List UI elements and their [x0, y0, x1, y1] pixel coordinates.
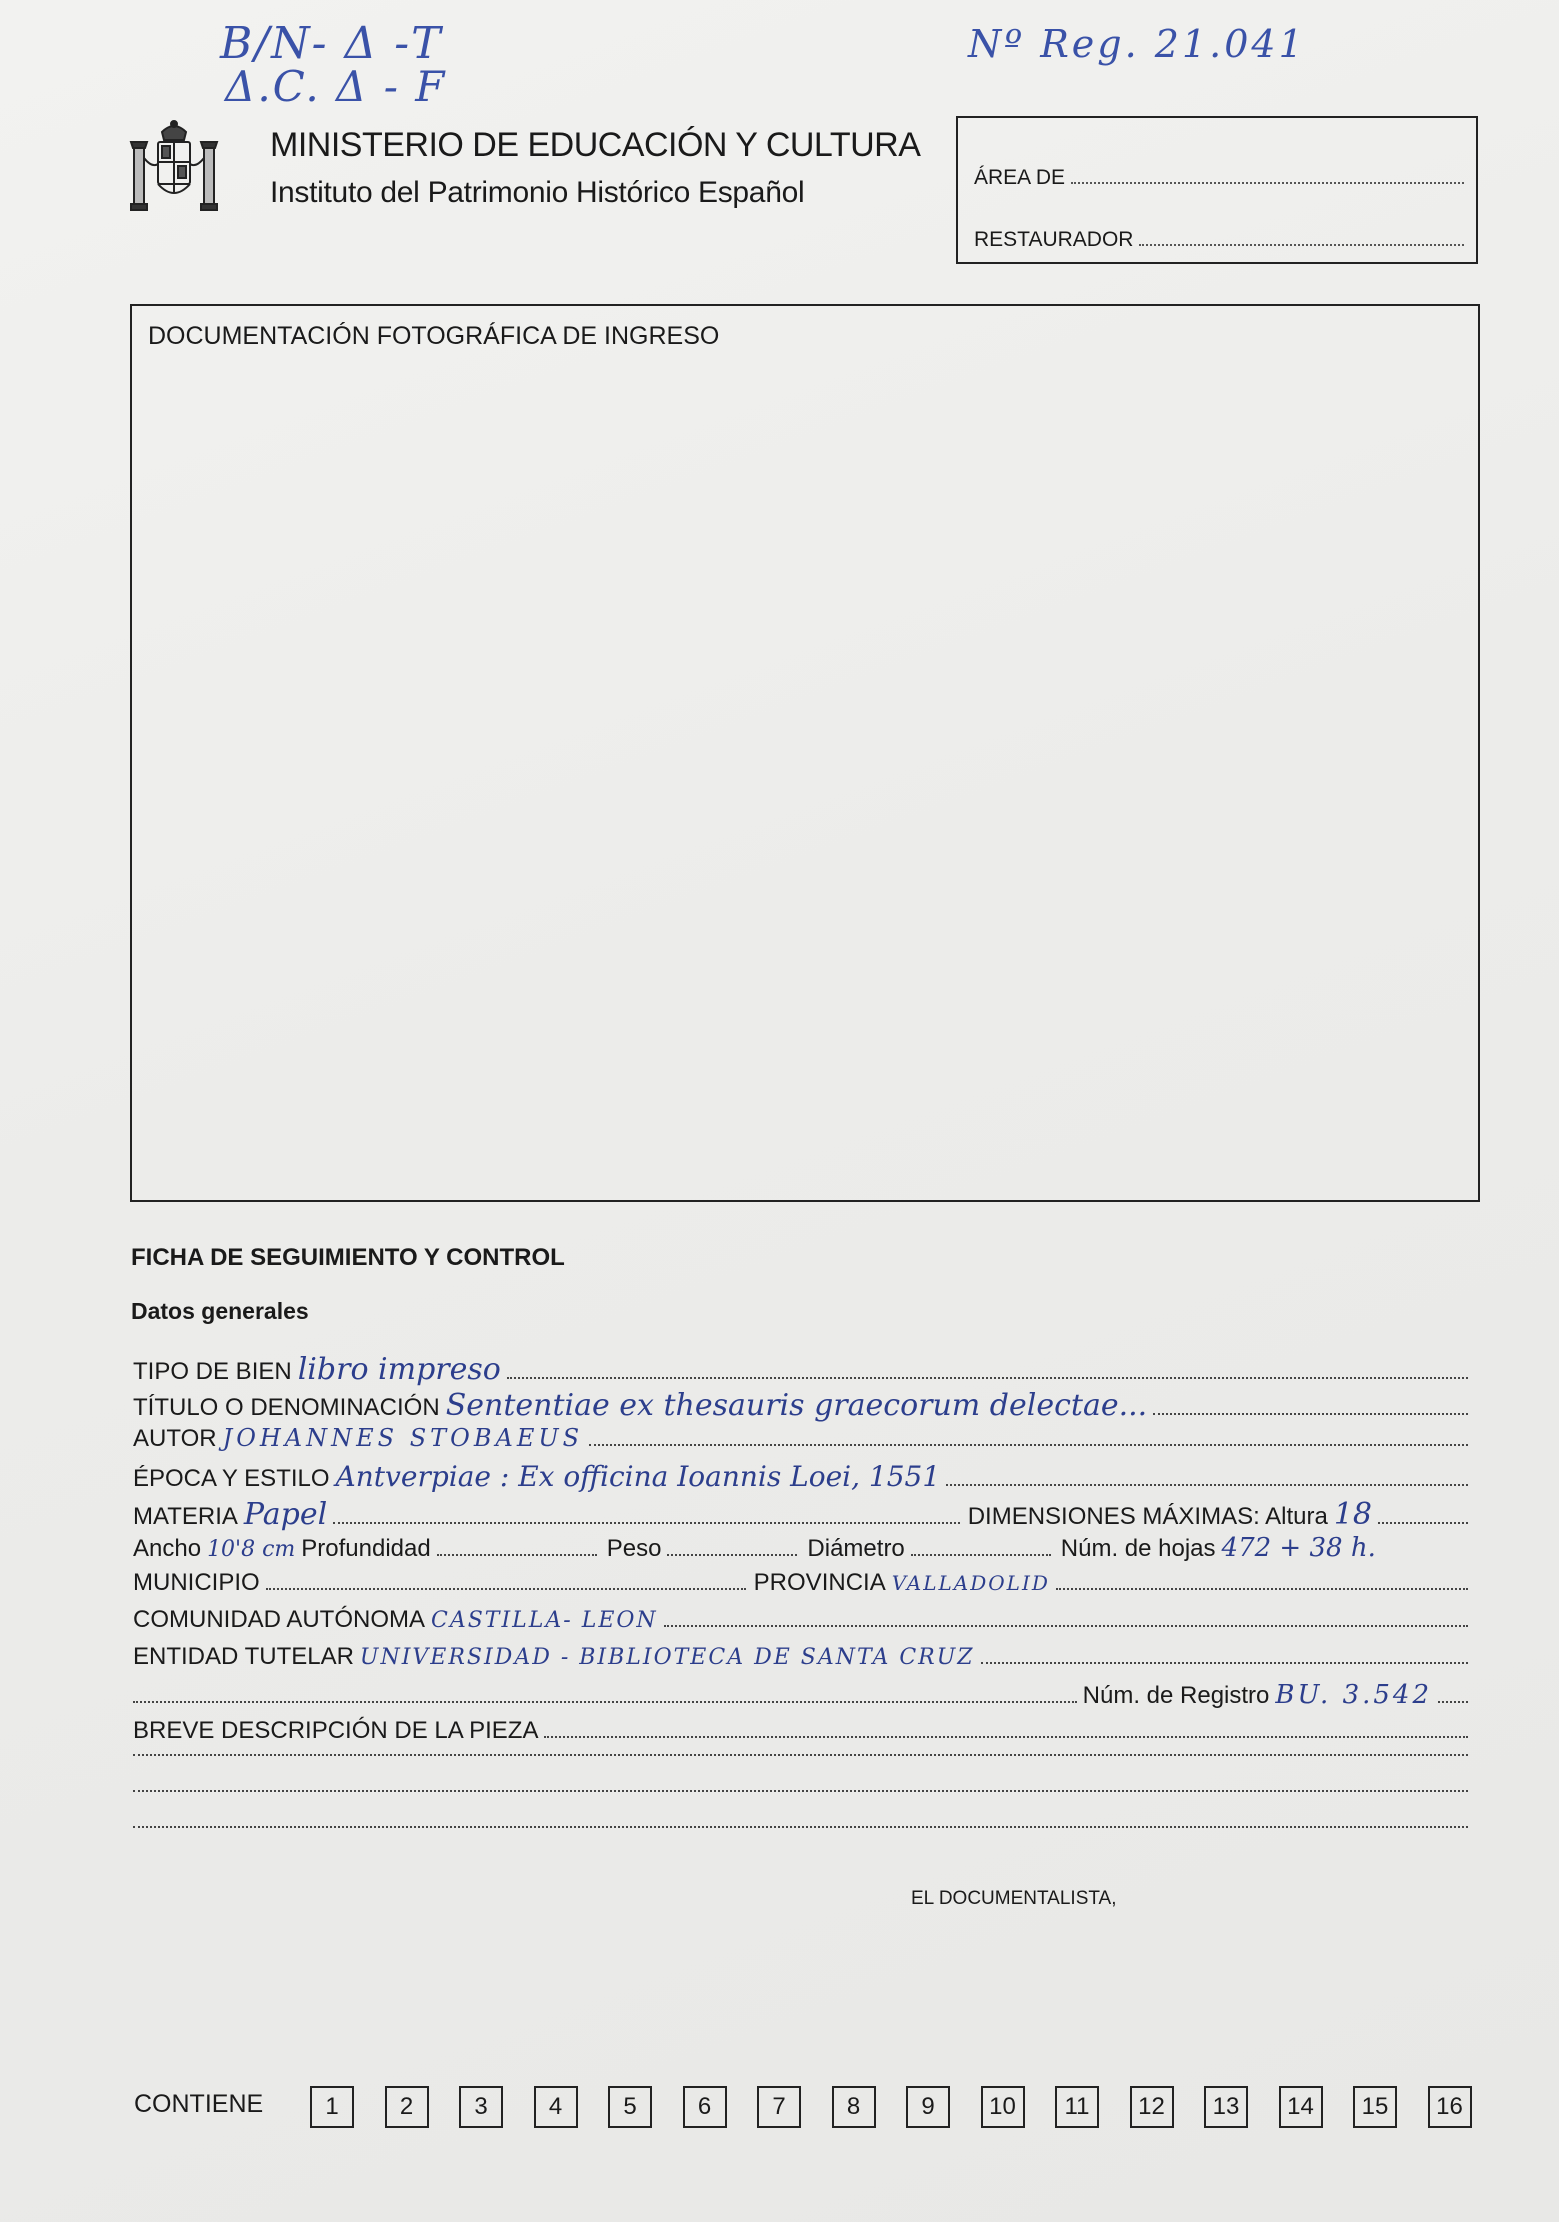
datos-generales-heading: Datos generales: [131, 1298, 309, 1324]
dotted-line: [946, 1484, 1468, 1486]
tipo-de-bien-value[interactable]: libro impreso: [297, 1352, 501, 1387]
profundidad-input-line[interactable]: [437, 1554, 597, 1556]
epoca-value[interactable]: Antverpiae : Ex officina Ioannis Loei, 1551: [335, 1460, 941, 1493]
titulo-value[interactable]: Sententiae ex thesauris graecorum delectae...: [445, 1388, 1148, 1423]
descripcion-line-2[interactable]: [133, 1754, 1468, 1760]
autor-row: [133, 1424, 1468, 1453]
diametro-input-line[interactable]: [911, 1554, 1051, 1556]
documentalista-signature-label: EL DOCUMENTALISTA,: [911, 1888, 1117, 1909]
titulo-label: TÍTULO O DENOMINACIÓN: [133, 1394, 440, 1421]
comunidad-value[interactable]: CASTILLA- LEON: [431, 1608, 658, 1633]
municipio-label: MUNICIPIO: [133, 1569, 260, 1596]
photo-section-title: DOCUMENTACIÓN FOTOGRÁFICA DE INGRESO: [148, 322, 720, 350]
descripcion-row: [133, 1717, 1468, 1745]
comunidad-label: COMUNIDAD AUTÓNOMA: [133, 1606, 426, 1633]
diametro-label: Diámetro: [807, 1535, 905, 1562]
municipio-row: [133, 1569, 1468, 1597]
contiene-box-9[interactable]: 9: [906, 2086, 950, 2128]
handwritten-code-line2: Δ.C. Δ - F: [225, 62, 447, 111]
dotted-line: [507, 1377, 1468, 1379]
comunidad-row: [133, 1606, 1468, 1634]
entidad-value[interactable]: UNIVERSIDAD - BIBLIOTECA DE SANTA CRUZ: [359, 1645, 975, 1670]
area-label: ÁREA DE: [974, 166, 1066, 189]
ficha-title: FICHA DE SEGUIMIENTO Y CONTROL: [131, 1244, 565, 1271]
tipo-de-bien-row: [133, 1352, 1468, 1387]
descripcion-input-line[interactable]: [544, 1736, 1468, 1738]
handwritten-registration-number: Nº Reg. 21.041: [968, 22, 1306, 66]
titulo-row: [133, 1388, 1468, 1423]
municipio-input-line[interactable]: [266, 1588, 746, 1590]
contiene-box-2[interactable]: 2: [385, 2086, 429, 2128]
contiene-box-13[interactable]: 13: [1204, 2086, 1248, 2128]
dotted-line: [133, 1826, 1468, 1828]
altura-value[interactable]: 18: [1333, 1497, 1372, 1532]
area-field: [974, 166, 1464, 190]
restaurador-label: RESTAURADOR: [974, 228, 1134, 251]
dotted-line: [1378, 1522, 1468, 1524]
registro-row: [133, 1680, 1468, 1710]
epoca-label: ÉPOCA Y ESTILO: [133, 1465, 330, 1492]
dotted-line: [333, 1522, 960, 1524]
handwritten-code-line1: B/N- Δ -T: [220, 18, 443, 69]
dotted-line: [1438, 1701, 1468, 1703]
ministry-name: MINISTERIO DE EDUCACIÓN Y CULTURA: [270, 126, 921, 164]
area-input-line[interactable]: [1071, 182, 1464, 184]
peso-input-line[interactable]: [667, 1554, 797, 1556]
contiene-box-5[interactable]: 5: [608, 2086, 652, 2128]
photo-documentation-box: [130, 304, 1480, 1202]
ancho-value[interactable]: 10'8 cm: [207, 1537, 296, 1562]
institute-name: Instituto del Patrimonio Histórico Español: [270, 176, 805, 209]
contiene-box-12[interactable]: 12: [1130, 2086, 1174, 2128]
contiene-box-16[interactable]: 16: [1428, 2086, 1472, 2128]
peso-label: Peso: [606, 1535, 662, 1562]
dotted-line: [1056, 1588, 1468, 1590]
area-restaurador-box: [956, 116, 1478, 264]
autor-label: AUTOR: [133, 1425, 217, 1452]
entidad-label: ENTIDAD TUTELAR: [133, 1643, 354, 1670]
coat-of-arms-icon: [128, 118, 220, 214]
contiene-box-7[interactable]: 7: [757, 2086, 801, 2128]
contiene-label: CONTIENE: [134, 2090, 264, 2118]
contiene-box-1[interactable]: 1: [310, 2086, 354, 2128]
num-hojas-label: Núm. de hojas: [1060, 1535, 1216, 1562]
tipo-de-bien-label: TIPO DE BIEN: [133, 1358, 292, 1385]
ancho-label: Ancho: [133, 1535, 202, 1562]
medidas-row: [133, 1533, 1543, 1563]
descripcion-line-4[interactable]: [133, 1826, 1468, 1832]
dotted-line: [589, 1444, 1468, 1446]
contiene-boxes: [310, 2086, 1472, 2128]
contiene-box-6[interactable]: 6: [683, 2086, 727, 2128]
provincia-label: PROVINCIA: [753, 1569, 886, 1596]
dotted-line: [133, 1790, 1468, 1792]
epoca-row: [133, 1460, 1468, 1493]
dotted-line: [664, 1625, 1468, 1627]
restaurador-input-line[interactable]: [1139, 244, 1464, 246]
materia-label: MATERIA: [133, 1503, 238, 1530]
num-registro-value[interactable]: BU. 3.542: [1275, 1680, 1432, 1710]
num-hojas-value[interactable]: 472 + 38 h.: [1221, 1533, 1376, 1563]
contiene-box-8[interactable]: 8: [832, 2086, 876, 2128]
restaurador-field: [974, 228, 1464, 252]
contiene-box-3[interactable]: 3: [459, 2086, 503, 2128]
contiene-box-14[interactable]: 14: [1279, 2086, 1323, 2128]
dotted-line: [981, 1662, 1468, 1664]
contiene-box-10[interactable]: 10: [981, 2086, 1025, 2128]
contiene-box-11[interactable]: 11: [1055, 2086, 1099, 2128]
contiene-box-4[interactable]: 4: [534, 2086, 578, 2128]
entidad-row: [133, 1643, 1468, 1671]
descripcion-label: BREVE DESCRIPCIÓN DE LA PIEZA: [133, 1717, 539, 1744]
dotted-line: [1153, 1413, 1468, 1415]
materia-value[interactable]: Papel: [243, 1497, 328, 1532]
num-registro-label: Núm. de Registro: [1082, 1682, 1270, 1709]
profundidad-label: Profundidad: [301, 1535, 431, 1562]
provincia-value[interactable]: VALLADOLID: [891, 1571, 1050, 1595]
dotted-line: [133, 1754, 1468, 1756]
autor-value[interactable]: JOHANNES STOBAEUS: [222, 1424, 584, 1452]
dotted-line: [133, 1701, 1077, 1703]
contiene-box-15[interactable]: 15: [1353, 2086, 1397, 2128]
descripcion-line-3[interactable]: [133, 1790, 1468, 1796]
materia-row: [133, 1497, 1468, 1532]
dimensiones-label: DIMENSIONES MÁXIMAS: Altura: [967, 1503, 1328, 1530]
